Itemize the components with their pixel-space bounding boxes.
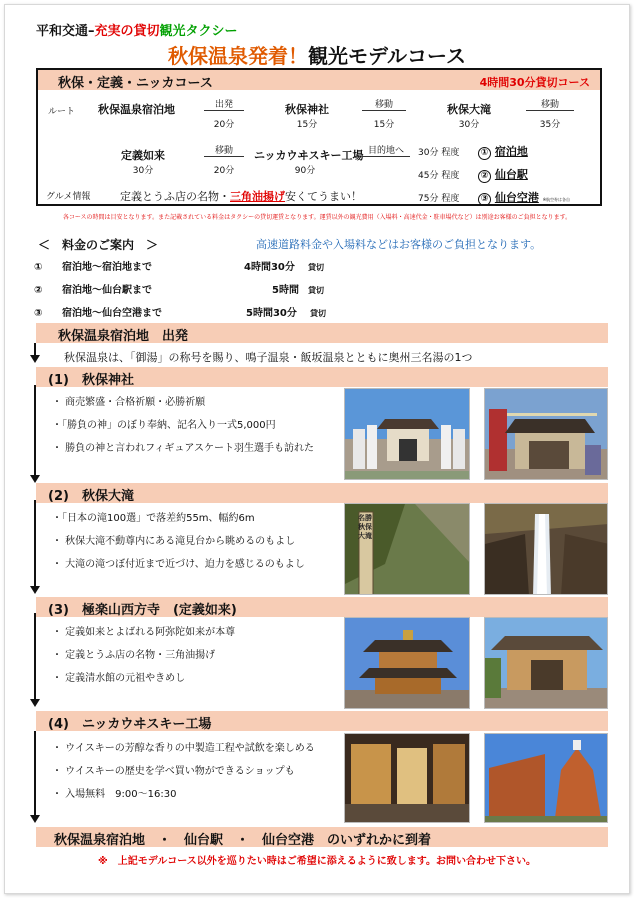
fee-note: 高速道路料金や入場料などはお客様のご負担となります。: [256, 238, 542, 251]
footer-note: ※ 上記モデルコース以外を巡りたい時はご希望に添えるように致します。お問い合わせ下さい。: [98, 856, 536, 867]
photo-whisky-shop: [344, 733, 470, 823]
flow-line-3: [34, 613, 36, 699]
flow-line-2: [34, 500, 36, 586]
spot3-bullet-3: ・ 定義清水館の元祖やきめし: [52, 673, 186, 684]
route-move-2: 移動: [526, 97, 574, 111]
arrival-time-1: 30分 程度: [418, 148, 460, 158]
num-badge-1: ①: [478, 147, 491, 160]
num-badge-3: ③: [478, 193, 491, 206]
end-title: 秋保温泉宿泊地 ・ 仙台駅 ・ 仙台空港 のいずれかに到着: [54, 833, 432, 848]
flow-arrow-4: [30, 815, 40, 823]
gourmet-label: グルメ情報: [46, 192, 91, 202]
flow-arrow-0: [30, 355, 40, 363]
fee-row-3: ③ 宿泊地～仙台空港まで 5時間30分 貸切: [34, 308, 326, 319]
gourmet-highlight: 三角油揚げ: [230, 190, 285, 203]
arrival-dest-3: ③ 仙台空港 ※航空券は各自: [478, 189, 570, 206]
route-stop-nikka: ニッカウヰスキー工場: [254, 149, 364, 162]
photo-temple-pagoda: [344, 617, 470, 709]
flow-line-4: [34, 731, 36, 815]
fine-print-notice: 各コースの時間は目安となります。また記載されている料金はタクシーの貸切運賃となります。運賃以外の観光費用（入場料・高速代金・駐車場代など）は別途お客様のご負担となります。: [62, 214, 572, 221]
spot1-bullet-2: ・「勝負の神」のぼり奉納、記名入り一式5,000円: [52, 420, 276, 431]
arrival-suffix: ※航空券は各自: [542, 197, 571, 202]
route-stop-jogi: 定義如来: [121, 149, 165, 162]
course-duration: 4時間30分貸切コース: [479, 76, 590, 89]
tagline-red: 充実の貸切: [94, 24, 160, 39]
route-move-3: 移動: [204, 143, 244, 157]
route-stop-falls: 秋保大滝: [447, 103, 491, 116]
arrival-time-3: 75分 程度: [418, 194, 460, 204]
title-orange: 秋保温泉発着！: [168, 44, 308, 68]
spot2-bullet-2: ・ 秋保大滝不動尊内にある滝見台から眺めるのもよし: [52, 536, 296, 547]
spot1-bullet-1: ・ 商売繁盛・合格祈願・必勝祈願: [52, 397, 206, 408]
route-stop-onsen: 秋保温泉宿泊地: [98, 103, 175, 116]
tagline-green: 観光タクシー: [159, 24, 238, 39]
photo-waterfall: [484, 503, 608, 595]
route-move-1: 移動: [362, 97, 406, 111]
company-name: 平和交通: [36, 24, 89, 39]
spot4-bullet-2: ・ ウイスキーの歴史を学べ買い物ができるショップも: [52, 766, 295, 777]
spot3-bullet-1: ・ 定義如来とよばれる阿弥陀如来が本尊: [52, 627, 236, 638]
photo-temple-gate: [484, 617, 608, 709]
page-title: [0, 40, 634, 69]
route-time-shrine: 15分: [296, 120, 318, 130]
photo-shrine-gate: [344, 388, 470, 480]
route-label: ルート: [48, 107, 76, 117]
route-time-jogi: 30分: [132, 166, 154, 176]
flow-arrow-1: [30, 475, 40, 483]
route-time-falls: 30分: [458, 120, 480, 130]
start-title: 秋保温泉宿泊地 出発: [58, 329, 189, 344]
fee-row-1: ① 宿泊地～宿泊地まで 4時間30分 貸切: [34, 262, 324, 273]
arrival-dest-1: ① 宿泊地: [478, 143, 528, 160]
flow-arrow-2: [30, 586, 40, 594]
spot3-bullet-2: ・ 定義とうふ店の名物・三角油揚げ: [52, 650, 216, 661]
company-tagline: [36, 20, 238, 39]
flow-line-0: [34, 343, 36, 355]
title-black: 観光モデルコース: [308, 44, 466, 68]
arrival-time-2: 45分 程度: [418, 171, 460, 181]
route-move-destination: 目的地へ: [362, 143, 410, 157]
route-stop-shrine: 秋保神社: [285, 103, 329, 116]
photo-shrine-hall: [484, 388, 608, 480]
spot-title-1: (1) 秋保神社: [48, 373, 134, 388]
spot2-bullet-3: ・ 大滝の滝つぼ付近まで近づけ、迫力を感じるのもよし: [52, 559, 305, 570]
gourmet-info: 定義とうふ店の名物・三角油揚げ安くてうまい！: [120, 190, 362, 203]
spot4-bullet-1: ・ ウイスキーの芳醇な香りの中製造工程や試飲を楽しめる: [52, 743, 315, 754]
spot-title-2: (2) 秋保大滝: [48, 489, 134, 504]
spot-title-4: (4) ニッカウヰスキー工場: [48, 717, 212, 732]
course-name: 秋保・定義・ニッカコース: [58, 76, 213, 91]
start-desc: 秋保温泉は、「御湯」の称号を賜り、鳴子温泉・飯坂温泉とともに奥州三名湯の1つ: [64, 351, 473, 364]
route-time-nikka: 90分: [294, 166, 316, 176]
route-move-depart: 出発: [204, 97, 244, 111]
falls-sign-text: 名勝秋保大滝: [358, 514, 372, 540]
num-badge-2: ②: [478, 170, 491, 183]
flow-arrow-3: [30, 699, 40, 707]
photo-distillery: [484, 733, 608, 823]
spot4-bullet-3: ・ 入場無料 9:00～16:30: [52, 789, 177, 800]
route-time-move-1: 15分: [373, 120, 395, 130]
flow-line-1: [34, 385, 36, 475]
tagline-dash: –: [88, 24, 95, 39]
route-time-move-2: 35分: [539, 120, 561, 130]
fee-title: ＜ 料金のご案内 ＞: [38, 238, 159, 252]
arrival-dest-2: ② 仙台駅: [478, 166, 528, 183]
spot2-bullet-1: ・「日本の滝100選」で落差約55m、幅約6m: [52, 513, 255, 524]
spot1-bullet-3: ・ 勝負の神と言われフィギュアスケート羽生選手も訪れた: [52, 443, 314, 454]
spot-title-3: (3) 極楽山西方寺 (定義如来): [48, 603, 237, 618]
fee-row-2: ② 宿泊地～仙台駅まで 5時間 貸切: [34, 285, 324, 296]
route-time-depart: 20分: [213, 120, 235, 130]
route-time-move-3: 20分: [213, 166, 235, 176]
